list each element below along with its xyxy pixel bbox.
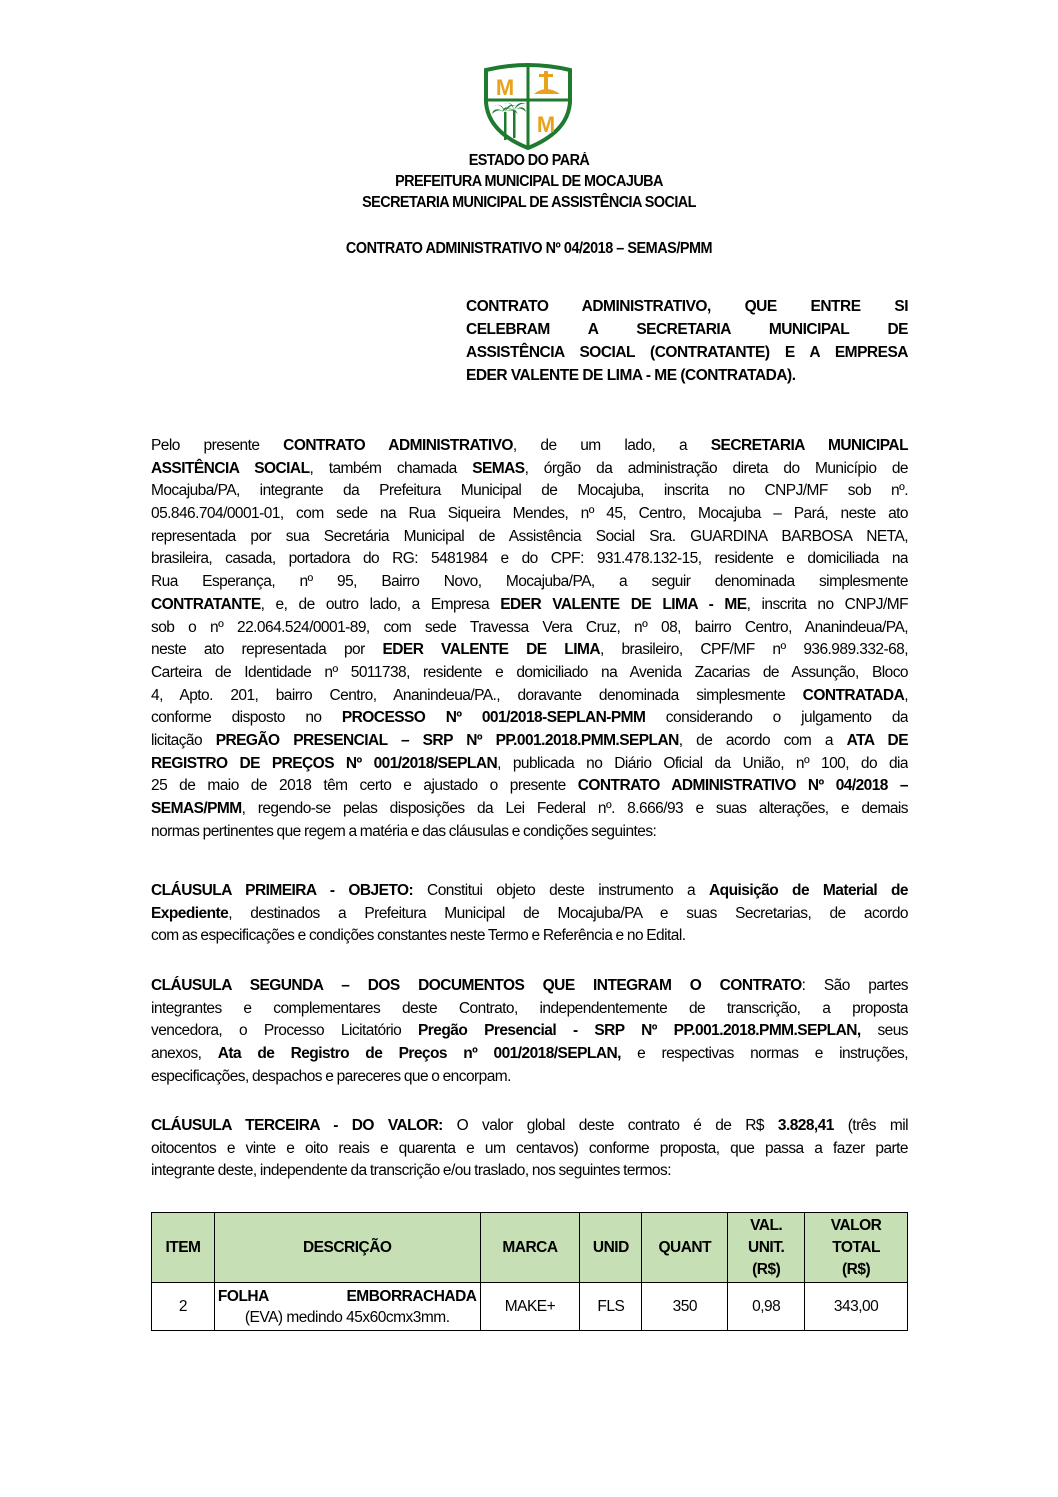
text-line bbox=[151, 1066, 908, 1089]
text: O valor global deste contrato é de R$ bbox=[442, 1117, 778, 1134]
text-line bbox=[151, 480, 908, 503]
text: oitocentos e vinte e oito reais e quarenta e um centavos) conforme proposta, que passa a fazer parte bbox=[151, 1139, 908, 1157]
text: anexos, bbox=[151, 1045, 218, 1063]
col-header-marca: MARCA bbox=[480, 1213, 580, 1283]
text-line bbox=[151, 1160, 908, 1183]
text-line bbox=[151, 925, 908, 948]
text: Constitui objeto deste instrumento a bbox=[413, 882, 710, 899]
bold-text: EDER VALENTE DE LIMA bbox=[382, 641, 600, 659]
text: 05.846.704/0001-01, com sede na Rua Siqueira Mendes, nº 45, Centro, Mocajuba – Pará, neste ato bbox=[151, 505, 908, 523]
text-line bbox=[151, 617, 908, 640]
bold-text: Expediente bbox=[151, 904, 229, 922]
bold-text: 3.828,41 bbox=[777, 1117, 834, 1134]
cell-descricao bbox=[214, 1283, 480, 1331]
clause-first-paragraph bbox=[151, 880, 908, 948]
col-header-val-unit-l2: UNIT. bbox=[748, 1238, 785, 1256]
text-line bbox=[151, 1020, 908, 1043]
bold-text: CLÁUSULA SEGUNDA – DOS DOCUMENTOS QUE INTEGRAM O CONTRATO bbox=[151, 977, 802, 994]
text-line bbox=[151, 571, 908, 594]
text: licitação bbox=[151, 731, 216, 749]
text-line bbox=[151, 685, 908, 708]
col-header-valor-total-l3: (R$) bbox=[841, 1260, 871, 1278]
shield-icon bbox=[480, 62, 576, 150]
summary-line: CONTRATO ADMINISTRATIVO, QUE ENTRE SI bbox=[466, 298, 908, 315]
cell-valor-total: 343,00 bbox=[805, 1283, 908, 1331]
text-line bbox=[151, 594, 908, 617]
text: Rua Esperança, nº 95, Bairro Novo, Mocajuba/PA, a seguir denominada simplesmente bbox=[151, 573, 908, 591]
desc-word: FOLHA bbox=[217, 1287, 269, 1305]
bold-text: PROCESSO Nº 001/2018-SEPLAN-PMM bbox=[341, 709, 646, 727]
col-header-valor-total bbox=[805, 1213, 908, 1283]
text-line bbox=[151, 639, 908, 662]
text-line bbox=[151, 798, 908, 821]
bold-text: ATA DE bbox=[846, 731, 908, 749]
text: conforme disposto no bbox=[151, 709, 342, 727]
municipal-shield-logo bbox=[480, 62, 576, 150]
text-line bbox=[151, 903, 908, 926]
text: considerando o julgamento da bbox=[645, 709, 908, 727]
text: , publicada no Diário Oficial da União, nº 100, do dia bbox=[497, 754, 908, 772]
col-header-val-unit-l1: VAL. bbox=[750, 1216, 783, 1234]
text: seus bbox=[860, 1022, 908, 1040]
text: , também chamada bbox=[309, 459, 473, 477]
text: normas pertinentes que regem a matéria e das cláusulas e condições seguintes: bbox=[151, 822, 657, 840]
text: e respectivas normas e instruções, bbox=[620, 1045, 908, 1063]
bold-text: CLÁUSULA PRIMEIRA - OBJETO: bbox=[151, 882, 414, 899]
text: (três mil bbox=[833, 1117, 908, 1134]
text: 25 de maio de 2018 têm certo e ajustado o presente bbox=[151, 777, 578, 795]
text-line bbox=[151, 458, 908, 481]
text-line bbox=[151, 975, 908, 998]
text-line bbox=[151, 998, 908, 1021]
col-header-valor-total-l2: TOTAL bbox=[832, 1238, 880, 1256]
text: : São partes bbox=[801, 977, 908, 994]
header-prefecture: PREFEITURA MUNICIPAL DE MOCAJUBA bbox=[395, 173, 663, 190]
col-header-val-unit bbox=[728, 1213, 805, 1283]
text-line bbox=[151, 707, 908, 730]
text: , e, de outro lado, a Empresa bbox=[260, 595, 501, 613]
bold-text: REGISTRO DE PREÇOS Nº 001/2018/SEPLAN bbox=[151, 754, 498, 772]
col-header-unid: UNID bbox=[580, 1213, 642, 1283]
text-line bbox=[151, 1138, 908, 1161]
summary-line: ASSISTÊNCIA SOCIAL (CONTRATANTE) E A EMPRESA bbox=[466, 344, 908, 361]
text: Mocajuba/PA, integrante da Prefeitura Municipal de Mocajuba, inscrita no CNPJ/MF sob nº. bbox=[151, 482, 908, 500]
text-line bbox=[151, 730, 908, 753]
col-header-quant: QUANT bbox=[642, 1213, 728, 1283]
summary-line: EDER VALENTE DE LIMA - ME (CONTRATADA). bbox=[466, 367, 796, 384]
summary-line: CELEBRAM A SECRETARIA MUNICIPAL DE bbox=[466, 321, 908, 338]
bold-text: Pregão Presencial - SRP Nº PP.001.2018.PMM.SEPLAN, bbox=[418, 1022, 861, 1040]
text-line bbox=[151, 1115, 908, 1138]
text: integrantes e complementares deste Contrato, independentemente de transcrição, a proposta bbox=[151, 999, 908, 1017]
cell-quant: 350 bbox=[642, 1283, 728, 1331]
text: integrante deste, independente da transcrição e/ou traslado, nos seguintes termos: bbox=[151, 1162, 671, 1180]
bold-text: SECRETARIA MUNICIPAL bbox=[710, 437, 908, 454]
bold-text: PREGÃO PRESENCIAL – SRP Nº PP.001.2018.PMM.SEPLAN bbox=[215, 731, 679, 749]
col-header-descricao: DESCRIÇÃO bbox=[214, 1213, 480, 1283]
bold-text: SEMAS bbox=[472, 459, 525, 477]
text-line bbox=[151, 435, 908, 458]
header-state: ESTADO DO PARÁ bbox=[468, 152, 590, 169]
clause-third-paragraph bbox=[151, 1115, 908, 1183]
col-header-val-unit-l3: (R$) bbox=[752, 1260, 781, 1278]
text-line bbox=[151, 753, 908, 776]
bold-text: CONTRATANTE bbox=[151, 595, 261, 613]
bold-text: EDER VALENTE DE LIMA - ME bbox=[500, 595, 747, 613]
bold-text: SEMAS/PMM bbox=[151, 800, 242, 817]
text: representada por sua Secretária Municipal de Assistência Social Sra. GUARDINA BARBOSA NETA, bbox=[151, 527, 908, 545]
text: , bbox=[904, 686, 908, 704]
svg-text:M: M bbox=[495, 75, 515, 100]
text: Pelo presente bbox=[151, 437, 284, 454]
text: , de acordo com a bbox=[678, 731, 847, 749]
col-header-valor-total-l1: VALOR bbox=[830, 1216, 882, 1234]
bold-text: Aquisição de Material de bbox=[709, 882, 908, 899]
bold-text: CLÁUSULA TERCEIRA - DO VALOR: bbox=[151, 1117, 443, 1134]
bold-text: CONTRATADA bbox=[802, 686, 905, 704]
cell-unid: FLS bbox=[580, 1283, 642, 1331]
contract-title: CONTRATO ADMINISTRATIVO Nº 04/2018 – SEMAS/PMM bbox=[345, 240, 713, 257]
text: , órgão da administração direta do Município de bbox=[524, 459, 908, 477]
text-line bbox=[151, 503, 908, 526]
text: neste ato representada por bbox=[151, 641, 383, 659]
col-header-item: ITEM bbox=[152, 1213, 215, 1283]
table-row bbox=[152, 1283, 908, 1331]
document-header bbox=[0, 150, 1058, 213]
text-line bbox=[151, 548, 908, 571]
cell-item: 2 bbox=[152, 1283, 215, 1331]
cell-descricao-rest: (EVA) medindo 45x60cmx3mm. bbox=[244, 1308, 450, 1326]
text: Carteira de Identidade nº 5011738, residente e domiciliado na Avenida Zacarias de Assunção, Bloco bbox=[151, 663, 908, 681]
text: vencedora, o Processo Licitatório bbox=[151, 1022, 419, 1040]
text: com as especificações e condições constantes neste Termo e Referência e no Edital. bbox=[151, 927, 686, 945]
desc-word: EMBORRACHADA bbox=[346, 1287, 477, 1305]
text-line bbox=[151, 526, 908, 549]
text: , de um lado, a bbox=[512, 437, 711, 454]
text-line bbox=[151, 662, 908, 685]
preamble-paragraph bbox=[151, 435, 908, 843]
text: , regendo-se pelas disposições da Lei Federal nº. 8.666/93 e suas alterações, e demais bbox=[241, 800, 908, 817]
text: , brasileiro, CPF/MF nº 936.989.332-68, bbox=[599, 641, 908, 659]
table-header-row bbox=[152, 1213, 908, 1283]
bold-text: CONTRATO ADMINISTRATIVO bbox=[283, 437, 513, 454]
cell-val-unit: 0,98 bbox=[728, 1283, 805, 1331]
text: , inscrita no CNPJ/MF bbox=[746, 595, 908, 613]
text-line bbox=[151, 880, 908, 903]
svg-text:M: M bbox=[536, 112, 556, 137]
text-line bbox=[151, 775, 908, 798]
text: especificações, despachos e pareceres que o encorpam. bbox=[151, 1067, 511, 1085]
text: sob o nº 22.064.524/0001-89, com sede Travessa Vera Cruz, nº 08, bairro Centro, Ananindeua/PA, bbox=[151, 618, 908, 636]
bold-text: ASSITÊNCIA SOCIAL bbox=[151, 459, 310, 477]
bold-text: Ata de Registro de Preços nº 001/2018/SEPLAN, bbox=[217, 1045, 621, 1063]
cell-marca: MAKE+ bbox=[480, 1283, 580, 1331]
header-secretariat: SECRETARIA MUNICIPAL DE ASSISTÊNCIA SOCIAL bbox=[362, 194, 696, 211]
contract-summary bbox=[466, 295, 908, 387]
text: brasileira, casada, portadora do RG: 5481984 e do CPF: 931.478.132-15, residente e domiciliada na bbox=[151, 550, 908, 568]
text: , destinados a Prefeitura Municipal de Mocajuba/PA e suas Secretarias, de acordo bbox=[228, 904, 908, 922]
cell-descricao-bold bbox=[218, 1286, 477, 1307]
text-line bbox=[151, 821, 908, 844]
text-line bbox=[151, 1043, 908, 1066]
items-table bbox=[151, 1212, 908, 1331]
bold-text: CONTRATO ADMINISTRATIVO Nº 04/2018 – bbox=[577, 777, 908, 795]
clause-second-paragraph bbox=[151, 975, 908, 1088]
text: 4, Apto. 201, bairro Centro, Ananindeua/PA., doravante denominada simplesmente bbox=[151, 686, 803, 704]
